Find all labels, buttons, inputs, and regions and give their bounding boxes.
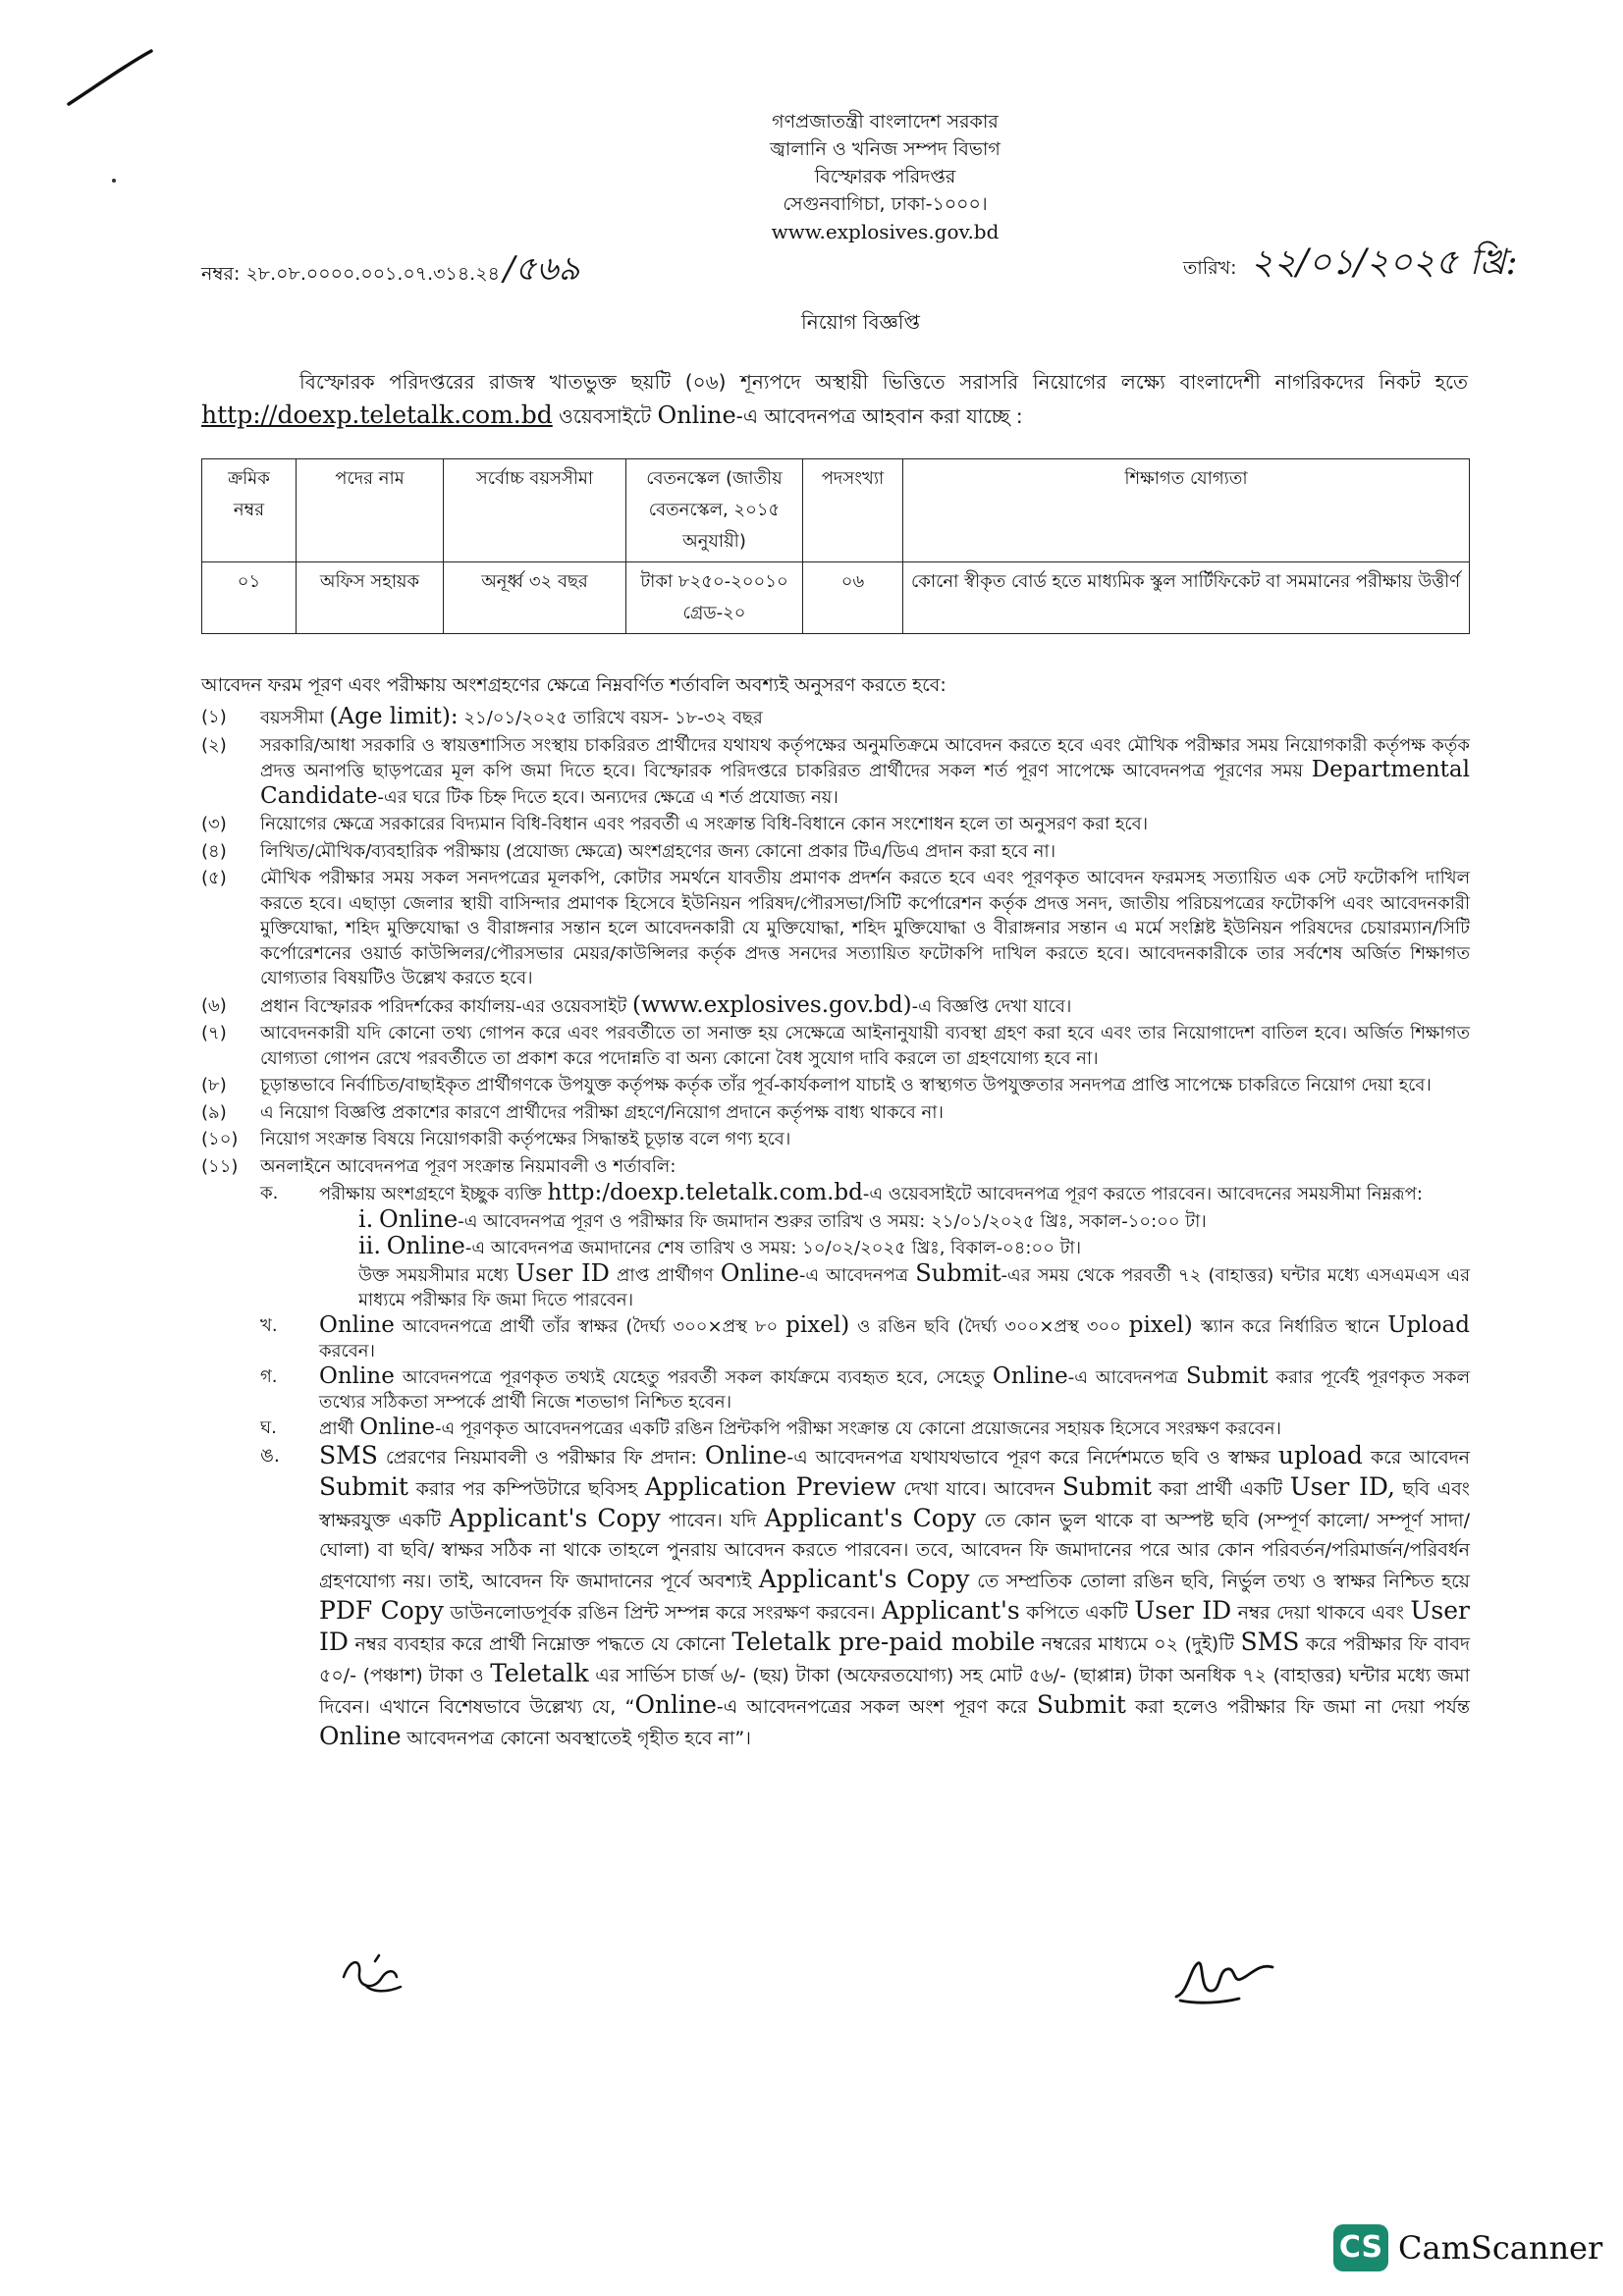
fee-window-note: উক্ত সময়সীমার মধ্যে User ID প্রাপ্ত প্রার্থীগণ Online-এ আবেদনপত্র Submit-এর সময় থেকে পরবর্তী ৭২ (বাহাত্তর) ঘন্টার মধ্যে এসএমএস এর মাধ্যমে পরীক্ষার ফি জমা দিতে পারবেন।: [358, 1258, 1470, 1310]
conditions-list: [201, 705, 1470, 1753]
apply-url-link-2[interactable]: http:/doexp.teletalk.com.bd: [547, 1180, 863, 1205]
cell-qualification: কোনো স্বীকৃত বোর্ড হতে মাধ্যমিক স্কুল সার্টিফিকেট বা সমমানের পরীক্ষায় উত্তীর্ণ: [903, 562, 1470, 634]
rule-ga: গ. Online আবেদনপত্রে পূরণকৃত তথ্যই যেহেতু পরবর্তী সকল কার্যক্রমে ব্যবহৃত হবে, সেহেতু Online-এ আবেদনপত্র Submit করার পূর্বেই পূরণকৃত সকল তথ্যের সঠিকতা সম্পর্কে প্রার্থী নিজে শতভাগ নিশ্চিত হবেন।: [260, 1362, 1470, 1413]
rule-gha: ঘ. প্রার্থী Online-এ পূরণকৃত আবেদনপত্রের একটি রঙিন প্রিন্টকপি পরীক্ষা সংক্রান্ত যে কোনো প্রয়োজনের সহায়ক হিসেবে সংরক্ষণ করবেন।: [260, 1414, 1281, 1440]
condition-3: (৩) নিয়োগের ক্ষেত্রে সরকারের বিদ্যমান বিধি-বিধান এবং পরবর্তী এ সংক্রান্ত বিধি-বিধানে কোন সংশোধন হলে তা অনুসরণ করা হবে।: [201, 814, 1149, 834]
date-field: [1183, 236, 1518, 294]
initials-signature: [336, 1948, 414, 1997]
cell-count: ০৬: [803, 562, 903, 634]
rule-kha: খ. Online আবেদনপত্রে প্রার্থী তাঁর স্বাক্ষর (দৈর্ঘ্য ৩০০×প্রস্থ ৮০ pixel) ও রঙিন ছবি (দৈর্ঘ্য ৩০০×প্রস্থ ৩০০ pixel) স্ক্যান করে নির্ধারিত স্থানে Upload করবেন।: [260, 1311, 1470, 1362]
cell-serial: ০১: [202, 562, 297, 634]
rule-ka: ক. পরীক্ষায় অংশগ্রহণে ইচ্ছুক ব্যক্তি http:/doexp.teletalk.com.bd-এ ওয়েবসাইটে আবেদনপত্র পূরণ করতে পারবেন। আবেদনের সময়সীমা নিম্নরূপ: i. Online-এ আবেদনপত্র পূরণ ও পরীক্ষার ফি জমাদান শুরুর তারিখ ও সময়: ২১/০১/২০২৫ খ্রিঃ, সকাল-১০:০০ টা। ii. Online-এ আবেদনপত্র জমাদানের শেষ তারিখ ও সময়: ১০/০২/২০২৫ খ্রিঃ, বিকাল-০৪:০০ টা। উক্ত সময়সীমার মধ্যে User ID প্রাপ্ত প্রার্থীগণ Online-এ আবেদনপত্র Submit-এর সময় থেকে পরবর্তী ৭২ (বাহাত্তর) ঘন্টার মধ্যে এসএমএস এর মাধ্যমে পরীক্ষার ফি জমা দিতে পারবেন।: [260, 1181, 1470, 1313]
memo-label: নম্বর:: [201, 263, 241, 285]
officer-signature: [1170, 1949, 1278, 2008]
condition-1: (১) বয়সসীমা (Age limit): ২১/০১/২০২৫ তারিখে বয়স- ১৮-৩২ বছর: [201, 704, 763, 729]
condition-4: (৪) লিখিত/মৌখিক/ব্যবহারিক পরীক্ষায় (প্রযোজ্য ক্ষেত্রে) অংশগ্রহণের জন্য কোনো প্রকার টিএ/ডিএ প্রদান করা হবে না।: [201, 840, 1056, 862]
condition-11: (১১) অনলাইনে আবেদনপত্র পূরণ সংক্রান্ত নিয়মাবলী ও শর্তাবলি:: [201, 1155, 676, 1177]
online-rules: [260, 1181, 1470, 1753]
col-scale: বেতনস্কেল (জাতীয় বেতনস্কেল, ২০১৫ অনুযায়ী): [626, 459, 803, 562]
camscanner-name: CamScanner: [1398, 2229, 1603, 2267]
date-handwritten: ২২/০১/২০২৫ খ্রি:: [1250, 242, 1518, 283]
website-link[interactable]: www.explosives.gov.bd: [771, 220, 1000, 243]
camscanner-watermark: [1333, 2224, 1602, 2271]
condition-2: (২) সরকারি/আধা সরকারি ও স্বায়ত্তশাসিত সংস্থায় চাকরিরত প্রার্থীদের যথাযথ কর্তৃপক্ষের অনুমতিক্রমে আবেদন করতে হবে এবং মৌখিক পরীক্ষার সময় নিয়োগকারী কর্তৃপক্ষ কর্তৃক প্রদত্ত অনাপত্তি ছাড়পত্রের মূল কপি জমা দিতে হবে। বিস্ফোরক পরিদপ্তরে চাকরিরত প্রার্থীদের সকল শর্ত পূরণ সাপেক্ষে আবেদনপত্র পূরণের সময় Departmental Candidate-এর ঘরে টিক চিহ্ন দিতে হবে। অন্যদের ক্ষেত্রে এ শর্ত প্রযোজ্য নয়।: [201, 734, 1470, 809]
camscanner-logo-icon: CS: [1333, 2224, 1388, 2271]
date-label: তারিখ:: [1183, 257, 1237, 279]
cell-post: অফিস সহায়ক: [297, 562, 444, 634]
condition-6: (৬) প্রধান বিস্ফোরক পরিদর্শকের কার্যালয়-এর ওয়েবসাইট (www.explosives.gov.bd)-এ বিজ্ঞপ্তি দেখা যাবে।: [201, 991, 1072, 1018]
col-age: সর্বোচ্চ বয়সসীমা: [444, 459, 626, 562]
apply-url-link[interactable]: http://doexp.teletalk.com.bd: [201, 400, 553, 429]
govt-name: গণপ্রজাতন্ত্রী বাংলাদেশ সরকার: [772, 111, 999, 133]
explosives-site-link[interactable]: (www.explosives.gov.bd): [632, 991, 912, 1018]
address: সেগুনবাগিচা, ঢাকা-১০০০।: [783, 193, 988, 215]
intro-paragraph: বিস্ফোরক পরিদপ্তরের রাজস্ব খাতভুক্ত ছয়টি (০৬) শূন্যপদে অস্থায়ী ভিত্তিতে সরাসরি নিয়োগের লক্ষ্যে বাংলাদেশী নাগরিকদের নিকট হতে http://doexp.teletalk.com.bd ওয়েবসাইটে Online-এ আবেদনপত্র আহবান করা যাচ্ছে :: [201, 370, 1468, 429]
condition-7: (৭) আবেদনকারী যদি কোনো তথ্য গোপন করে এবং পরবর্তীতে তা সনাক্ত হয় সেক্ষেত্রে আইনানুযায়ী ব্যবস্থা গ্রহণ করা হবে এবং তার নিয়োগাদেশ বাতিল হবে। অর্জিত শিক্ষাগত যোগ্যতা গোপন রেখে পরবর্তীতে তা প্রকাশ করে পদোন্নতি বা অন্য কোনো বৈধ সুযোগ দাবি করলে তা গ্রহণযোগ্য হবে না।: [201, 1023, 1470, 1069]
condition-5: (৫) মৌখিক পরীক্ষার সময় সকল সনদপত্রের মূলকপি, কোটার সমর্থনে যাবতীয় প্রমাণক প্রদর্শন করতে হবে এবং পূরণকৃত আবেদন ফরমসহ সত্যায়িত এক সেট ফটোকপি দাখিল করতে হবে। এছাড়া জেলার স্থায়ী বাসিন্দার প্রমাণক হিসেবে ইউনিয়ন পরিষদ/পৌরসভা/সিটি কর্পোরেশন কর্তৃক প্রদত্ত সনদ, জাতীয় পরিচয়পত্রের ফটোকপি এবং আবেদনকারী মুক্তিযোদ্ধা, শহিদ মুক্তিযোদ্ধা ও বীরাঙ্গনার সন্তান হলে আবেদনকারী যে মুক্তিযোদ্ধা, শহিদ মুক্তিযোদ্ধা ও বীরাঙ্গনার সন্তান এ মর্মে সংশ্লিষ্ট ইউনিয়ন পরিষদের চেয়ারম্যান/সিটি কর্পোরেশনের ওয়ার্ড কাউন্সিলর/পৌরসভার মেয়র/কাউন্সিলর কর্তৃক প্রদত্ত সনদের সত্যায়িত ফটোকপি দাখিল করতে হবে। আবেদনকারীকে তার সর্বশেষ অর্জিত শিক্ষাগত যোগ্যতার বিষয়টিও উল্লেখ করতে হবে।: [201, 868, 1470, 988]
memo-handwritten: /৫৬৯: [503, 249, 580, 289]
division-name: জ্বালানি ও খনিজ সম্পদ বিভাগ: [770, 138, 1001, 160]
pen-stroke-mark: [67, 47, 155, 108]
vacancy-table: [201, 458, 1470, 634]
condition-8: (৮) চূড়ান্তভাবে নির্বাচিত/বাছাইকৃত প্রার্থীগণকে উপযুক্ত কর্তৃপক্ষ কর্তৃক তাঁর পূর্ব-কার্যকলাপ যাচাই ও স্বাস্থ্যগত উপযুক্ততার সনদপত্র প্রাপ্তি সাপেক্ষে চাকরিতে নিয়োগ দেয়া হবে।: [201, 1075, 1432, 1095]
department-name: বিস্ফোরক পরিদপ্তর: [814, 166, 956, 187]
col-post: পদের নাম: [297, 459, 444, 562]
memo-number: [201, 243, 580, 299]
deadline-start: i. Online-এ আবেদনপত্র পূরণ ও পরীক্ষার ফি জমাদান শুরুর তারিখ ও সময়: ২১/০১/২০২৫ খ্রিঃ, সকাল-১০:০০ টা।: [358, 1204, 1207, 1233]
memo-value: ২৮.০৮.০০০০.০০১.০৭.৩১৪.২৪: [245, 263, 500, 285]
cell-age: অনূর্ধ্ব ৩২ বছর: [444, 562, 626, 634]
table-header-row: [202, 459, 1470, 562]
condition-10: (১০) নিয়োগ সংক্রান্ত বিষয়ে নিয়োগকারী কর্তৃপক্ষের সিদ্ধান্তই চূড়ান্ত বলে গণ্য হবে।: [201, 1129, 791, 1149]
cell-scale: টাকা ৮২৫০-২০০১০ গ্রেড-২০: [626, 562, 803, 634]
letterhead: [0, 108, 1623, 245]
table-row: [202, 562, 1470, 634]
col-qualification: শিক্ষাগত যোগ্যতা: [903, 459, 1470, 562]
deadline-end: ii. Online-এ আবেদনপত্র জমাদানের শেষ তারিখ ও সময়: ১০/০২/২০২৫ খ্রিঃ, বিকাল-০৪:০০ টা।: [358, 1232, 1082, 1259]
conditions-heading: আবেদন ফরম পূরণ এবং পরীক্ষায় অংশগ্রহণের ক্ষেত্রে নিম্নবর্ণিত শর্তাবলি অবশ্যই অনুসরণ করতে হবে:: [201, 674, 947, 696]
col-count: পদসংখ্যা: [803, 459, 903, 562]
condition-9: (৯) এ নিয়োগ বিজ্ঞপ্তি প্রকাশের কারণে প্রার্থীদের পরীক্ষা গ্রহণে/নিয়োগ প্রদানে কর্তৃপক্ষ বাধ্য থাকবে না।: [201, 1101, 944, 1123]
notice-title: নিয়োগ বিজ্ঞপ্তি: [801, 310, 920, 334]
col-serial: ক্রমিক নম্বর: [202, 459, 297, 562]
rule-uma: ঙ. SMS প্রেরণের নিয়মাবলী ও পরীক্ষার ফি প্রদান: Online-এ আবেদনপত্র যথাযথভাবে পূরণ করে নির্দেশমতে ছবি ও স্বাক্ষর upload করে আবেদন Submit করার পর কম্পিউটারে ছবিসহ Application Preview দেখা যাবে। আবেদন Submit করা প্রার্থী একটি User ID, ছবি এবং স্বাক্ষরযুক্ত একটি Applicant's Copy পাবেন। যদি Applicant's Copy তে কোন ভুল থাকে বা অস্পষ্ট ছবি (সম্পূর্ণ কালো/ সম্পূর্ণ সাদা/ ঘোলা) বা ছবি/ স্বাক্ষর সঠিক না থাকে তাহলে পুনরায় আবেদন করতে পারবেন। তবে, আবেদন ফি জমাদানের পরে আর কোন পরিবর্তন/পরিমার্জন/পরিবর্ধন গ্রহণযোগ্য নয়। তাই, আবেদন ফি জমাদানের পূর্বে অবশ্যই Applicant's Copy তে সম্প্রতিক তোলা রঙিন ছবি, নির্ভুল তথ্য ও স্বাক্ষর নিশ্চিত হয়ে PDF Copy ডাউনলোডপূর্বক রঙিন প্রিন্ট সম্পন্ন করে সংরক্ষণ করবেন। Applicant's কপিতে একটি User ID নম্বর দেয়া থাকবে এবং User ID নম্বর ব্যবহার করে প্রার্থী নিম্নোক্ত পদ্ধতে যে কোনো Teletalk pre-paid mobile নম্বরের মাধ্যমে ০২ (দুই)টি SMS করে পরীক্ষার ফি বাবদ ৫০/- (পঞ্চাশ) টাকা ও Teletalk এর সার্ভিস চার্জ ৬/- (ছয়) টাকা (অফেরতযোগ্য) সহ মোট ৫৬/- (ছাপ্পান্ন) টাকা অনধিক ৭২ (বাহাত্তর) ঘন্টার মধ্যে জমা দিবেন। এখানে বিশেষভাবে উল্লেখ্য যে, “Online-এ আবেদনপত্রের সকল অংশ পূরণ করে Submit করা হলেও পরীক্ষার ফি জমা না দেয়া পর্যন্ত Online আবেদনপত্র কোনো অবস্থাতেই গৃহীত হবে না”।: [260, 1441, 1471, 1750]
